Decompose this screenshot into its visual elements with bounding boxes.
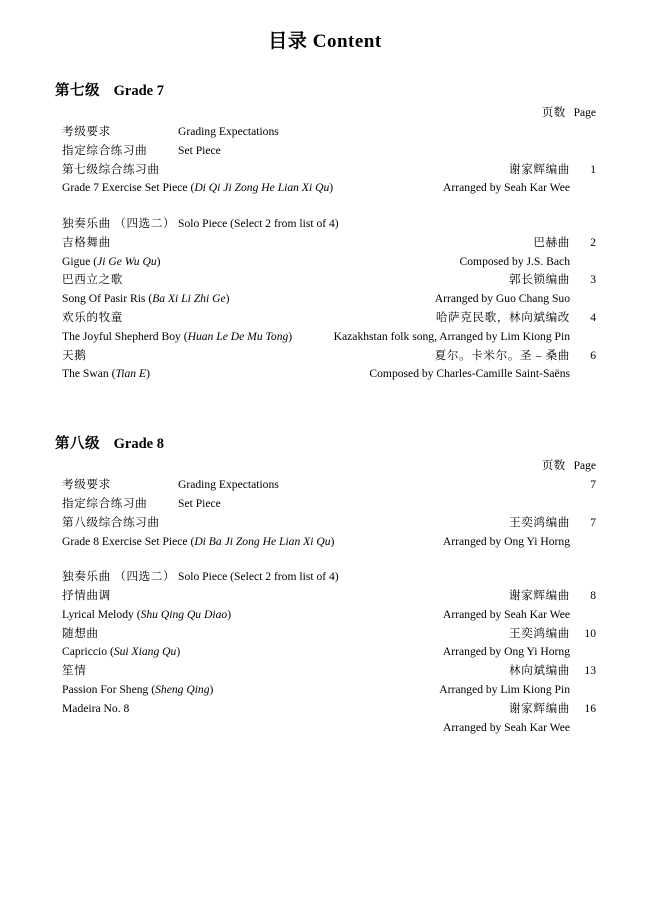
piece-title-cn: 吉格舞曲 [62,235,111,249]
piece-credit-cn: 巴赫曲 [533,235,570,249]
page-column-label-en: Page [573,107,596,119]
piece-title-en-main: Grade 8 Exercise Set Piece ( [62,534,195,548]
piece-title-en-main: Gigue ( [62,254,98,268]
piece-title-en-main: The Joyful Shepherd Boy ( [62,329,188,343]
entry-group [0,215,650,384]
piece-title-en [62,643,443,662]
piece-credit-en: Composed by Charles-Camille Saint-Saëns [369,367,570,381]
piece-title-en-pinyin: Di Qi Ji Zong He Lian Xi Qu [194,181,330,195]
piece-credit-en: Composed by J.S. Bach [459,254,570,268]
piece-page: 8 [590,589,596,603]
piece-title-en-line [0,533,650,552]
piece-title-cn: 随想曲 [62,626,99,640]
section-heading-en: Grade 8 [113,436,164,453]
piece-title-en-line [0,643,650,662]
piece-credit-cn: 谢家辉编曲 [509,701,570,715]
piece-credit-cn: 王奕鸿编曲 [509,515,570,529]
piece-title-cn-line [0,309,650,328]
piece-page: 13 [584,664,596,678]
piece-title-cn: 第八级综合练习曲 [62,515,160,529]
piece-credit-en: Arranged by Guo Chang Suo [434,292,570,306]
item-label-cn: 独奏乐曲 （四选二） [62,570,176,584]
piece-title-en-tail: ) [329,181,334,195]
piece-title-en-main: Passion For Sheng ( [62,682,156,696]
piece-title-en-tail: ) [209,682,214,696]
list-item [0,142,650,161]
piece-title-cn-line [0,161,650,180]
entry-group [0,568,650,737]
piece-title-en-line [0,606,650,625]
piece-title-en-tail: ) [176,645,181,659]
item-label-cn: 指定综合练习曲 [62,143,148,157]
item-label-en: Solo Piece (Select 2 from list of 4) [178,570,339,584]
piece-credit-cn: 谢家辉编曲 [509,162,570,176]
item-label-en: Set Piece [178,496,221,510]
piece-title-en [62,290,435,309]
piece-credit-cn: 郭长锁编曲 [509,273,570,287]
piece-title-en-main: Grade 7 Exercise Set Piece ( [62,181,195,195]
piece-title-cn: Madeira No. 8 [62,701,130,715]
section-heading-cn: 第八级 [55,436,100,453]
piece-title-cn: 抒情曲调 [62,589,111,603]
piece-page: 7 [590,515,596,529]
item-label-en: Grading Expectations [178,478,279,492]
piece-credit-en: Arranged by Seah Kar Wee [443,720,570,734]
piece-title-cn-line [0,662,650,681]
piece-title-en-line [0,179,650,198]
piece-title-en-line [0,328,650,347]
piece-title-cn-line [0,234,650,253]
piece-credit-en: Kazakhstan folk song, Arranged by Lim Kiong Pin [333,329,570,343]
piece-title-cn-line [0,587,650,606]
piece-title-en-tail: ) [156,254,161,268]
piece-credit-cn: 林向斌编曲 [509,664,570,678]
list-item [0,476,650,495]
piece-title-en-main: Capriccio ( [62,645,114,659]
section-divider-space [0,384,650,406]
piece-title-en-line [0,719,650,738]
piece-title-en-pinyin: Ba Xi Li Zhi Ge [152,292,226,306]
piece-credit-cn: 谢家辉编曲 [509,589,570,603]
piece-page: 10 [584,626,596,640]
piece-page: 6 [590,348,596,362]
piece-title-cn: 天鹅 [62,348,87,362]
piece-title-en-tail: ) [330,534,335,548]
item-label-cn: 考级要求 [62,125,111,138]
piece-title-en-pinyin: Tian E [115,367,147,381]
piece-title-en-pinyin: Sheng Qing [155,682,210,696]
section-grade-8 [0,432,650,737]
item-label-cn: 独奏乐曲 （四选二） [62,217,176,231]
piece-page: 4 [590,311,596,325]
page-title [0,0,650,53]
piece-title-en-line [0,365,650,384]
piece-credit-cn: 王奕鸿编曲 [509,626,570,640]
piece-title-en [62,179,443,198]
piece-title-en-tail: ) [225,292,230,306]
entry-group [0,476,650,551]
page-column-label [0,457,650,473]
item-label-en: Set Piece [178,143,221,157]
list-item [0,495,650,514]
section-grade-7 [0,79,650,384]
list-item [0,568,650,587]
list-item [0,215,650,234]
piece-credit-en: Arranged by Seah Kar Wee [443,607,570,621]
piece-credit-en: Arranged by Ong Yi Horng [442,534,570,548]
piece-title-en [62,365,369,384]
piece-credit-cn: 夏尔。卡米尔。圣 – 桑曲 [434,348,570,362]
piece-title-en [62,328,334,347]
piece-title-en [62,681,439,700]
item-page: 7 [590,478,596,492]
piece-title-en [62,253,460,272]
item-label-cn: 考级要求 [62,478,111,492]
piece-title-cn-line [0,625,650,644]
piece-title-cn: 巴西立之歌 [62,273,123,287]
section-heading-cn: 第七级 [55,83,100,99]
piece-title-en-tail: ) [227,607,232,621]
section-heading [0,432,650,453]
piece-title-cn-line [0,514,650,533]
piece-title-en-main: Song Of Pasir Ris ( [62,292,153,306]
list-item [0,123,650,142]
piece-title-en-pinyin: Ji Ge Wu Qu [97,254,157,268]
piece-title-en [62,533,443,552]
piece-title-en-main: Lyrical Melody ( [62,607,141,621]
piece-title-en-pinyin: Di Ba Ji Zong He Lian Xi Qu [194,534,331,548]
page-column-label-en: Page [573,460,596,473]
piece-page: 2 [590,235,596,249]
piece-title-en-main: The Swan ( [62,367,116,381]
page-column-label-cn: 页数 [541,107,566,119]
piece-title-cn-line [0,271,650,290]
piece-page: 1 [590,162,596,176]
piece-title-en-tail: ) [288,329,293,343]
section-heading [0,79,650,100]
item-label-cn: 指定综合练习曲 [62,496,148,510]
piece-title-en-line [0,253,650,272]
piece-page: 3 [590,273,596,287]
piece-title-cn-line [0,700,650,719]
piece-title-en-pinyin: Shu Qing Qu Diao [140,607,228,621]
piece-title-cn: 第七级综合练习曲 [62,162,160,176]
section-heading-en: Grade 7 [113,83,164,99]
piece-title-cn: 笙情 [62,664,87,678]
page-column-label-cn: 页数 [541,460,566,473]
item-label-en: Grading Expectations [178,125,279,138]
piece-title-en [62,606,443,625]
piece-title-en-pinyin: Huan Le De Mu Tong [187,329,289,343]
piece-title-en-pinyin: Sui Xiang Qu [113,645,177,659]
piece-credit-en: Arranged by Ong Yi Horng [442,645,570,659]
page-column-label [0,104,650,120]
page-title-cn: 目录 [268,31,308,52]
piece-title-en-line [0,290,650,309]
page-title-en: Content [312,31,382,52]
piece-title-en-line [0,681,650,700]
piece-credit-en: Arranged by Seah Kar Wee [443,181,570,195]
piece-credit-en: Arranged by Lim Kiong Pin [439,682,570,696]
piece-title-cn: 欢乐的牧童 [62,311,123,325]
piece-page: 16 [584,701,596,715]
item-label-en: Solo Piece (Select 2 from list of 4) [178,217,339,231]
piece-title-en-tail: ) [146,367,150,381]
entry-group [0,123,650,198]
piece-title-cn-line [0,347,650,366]
piece-credit-cn: 哈萨克民歌，林向斌编改 [435,311,570,325]
